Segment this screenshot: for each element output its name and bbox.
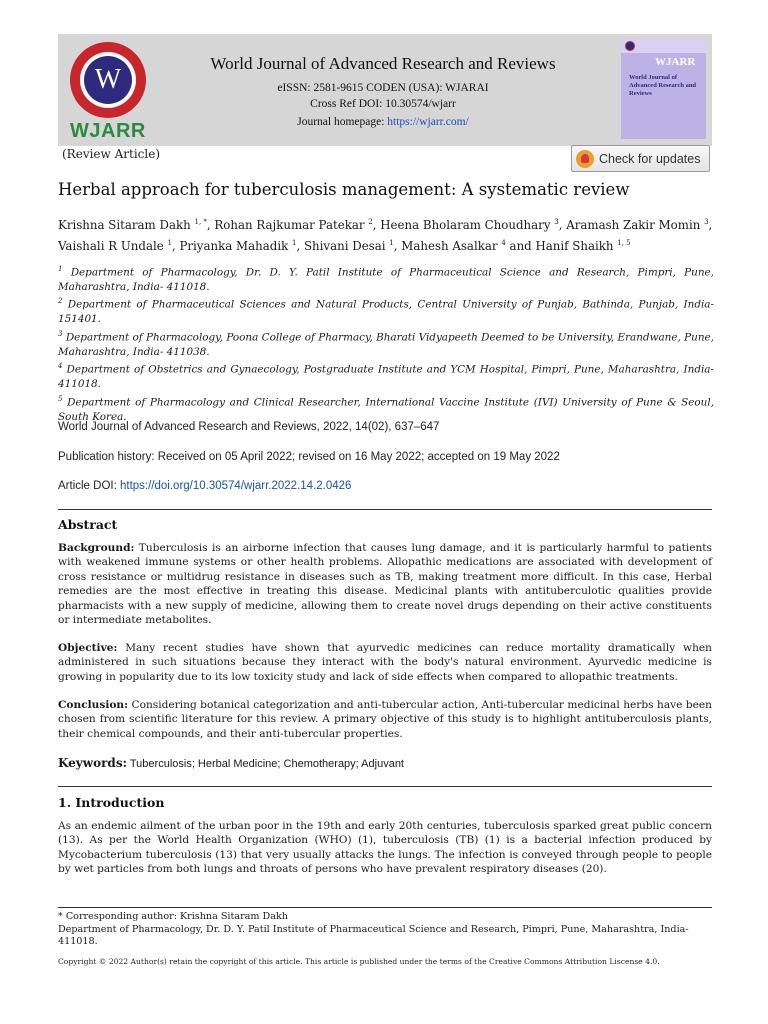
logo-text: WJARR	[70, 120, 146, 142]
divider	[58, 786, 712, 787]
logo-letter: W	[84, 56, 132, 104]
publication-history: Publication history: Received on 05 April 2022; revised on 16 May 2022; accepted on 19 May 2022	[58, 451, 560, 463]
keywords-text: Tuberculosis; Herbal Medicine; Chemotherapy; Adjuvant	[127, 758, 404, 770]
affiliation-list	[58, 262, 714, 424]
keywords-label: Keywords:	[58, 756, 128, 770]
crossmark-icon	[576, 150, 594, 168]
article-title: Herbal approach for tuberculosis management: A systematic review	[58, 180, 630, 199]
author-affiliation-marker: 1	[389, 238, 394, 247]
divider	[58, 509, 712, 510]
homepage-line	[243, 116, 523, 128]
background-label: Background:	[58, 542, 135, 554]
author-name: Rohan Rajkumar Patekar	[214, 217, 365, 232]
author-affiliation-marker: 1, 5	[617, 238, 631, 247]
objective-text: Many recent studies have shown that ayurvedic medicines can reduce mortality dramatically when administered in such situations because they interact with the body's natural environment. Ayurvedic medicine is growing in popularity due to its low toxicity study and lack of side effects when compared to allopathic treatments.	[58, 642, 712, 683]
introduction-heading: 1. Introduction	[58, 795, 165, 810]
doi-label: Article DOI:	[58, 480, 120, 492]
affiliation-item	[58, 327, 714, 359]
author-name: Priyanka Mahadik	[179, 238, 289, 253]
affiliation-number: 4	[58, 362, 63, 371]
author-affiliation-marker: 2	[368, 218, 373, 226]
abstract-background	[58, 541, 712, 627]
journal-header	[58, 34, 712, 146]
author-separator: ,	[206, 217, 215, 232]
affiliation-item	[58, 392, 714, 424]
author-separator: ,	[296, 238, 304, 253]
author-affiliation-marker: 3	[704, 218, 709, 226]
affiliation-text: Department of Pharmacology and Clinical Researcher, International Vaccine Institute (IVI) University of Pune & Seoul, South Korea.	[58, 396, 714, 423]
cover-badge-icon	[625, 41, 635, 51]
affiliation-item	[58, 262, 714, 294]
abstract-heading: Abstract	[58, 517, 118, 532]
author-separator: ,	[171, 238, 180, 253]
abstract-objective	[58, 641, 712, 684]
author-affiliation-marker: 1	[167, 238, 172, 247]
affiliation-item	[58, 294, 714, 326]
affiliation-number: 5	[58, 394, 63, 403]
footnote-divider	[58, 907, 712, 908]
cover-journal-name: World Journal of Advanced Research and Reviews	[629, 74, 697, 97]
homepage-link[interactable]: https://wjarr.com/	[387, 116, 469, 128]
author-separator: ,	[393, 238, 402, 253]
corresponding-author: * Corresponding author: Krishna Sitaram Dakh	[58, 911, 288, 922]
journal-logo	[66, 42, 150, 142]
affiliation-text: Department of Obstetrics and Gynaecology, Postgraduate Institute and YCM Hospital, Pimpri, Pune, Maharashtra, India- 411018.	[58, 363, 714, 391]
objective-label: Objective:	[58, 642, 118, 654]
author-name: Krishna Sitaram Dakh	[58, 217, 191, 232]
citation: World Journal of Advanced Research and Reviews, 2022, 14(02), 637–647	[58, 421, 440, 433]
author-name: Mahesh Asalkar	[401, 238, 498, 253]
article-doi	[58, 480, 351, 492]
introduction-text: As an endemic ailment of the urban poor in the 19th and early 20th centuries, tuberculosis sparked great public concern (13). As per the World Health Organization (WHO) (1), tuberculosis (TB) (1) is a bacterial infection produced by Mycobacterium tuberculosis (13) that very usually attacks the lungs. The infection is conveyed through people to people by wet particles from both lungs and throats of persons who have prevalent respiratory diseases (20).	[58, 820, 712, 876]
abstract-conclusion	[58, 698, 712, 741]
author-affiliation-marker: 3	[554, 218, 559, 226]
corresponding-address: Department of Pharmacology, Dr. D. Y. Patil Institute of Pharmaceutical Science and Research, Pimpri, Pune, Maharashtra, India- 411018.	[58, 923, 689, 948]
affiliation-text: Department of Pharmaceutical Sciences and Natural Products, Central University of Punjab, Bathinda, Punjab, India- 151401.	[58, 298, 714, 326]
author-name: Hanif Shaikh	[535, 238, 614, 253]
affiliation-number: 1	[58, 265, 63, 273]
author-separator: ,	[558, 217, 567, 232]
affiliation-item	[58, 359, 714, 391]
cover-brand: WJARR	[655, 56, 696, 68]
affiliation-number: 3	[58, 329, 63, 338]
conclusion-text: Considering botanical categorization and anti-tubercular action, Anti-tubercular medicinal herbs have been chosen from scientific literature for this review. A primary objective of this study is to highlight antituberculosis plants, their chemical compounds, and their anti-tubercular properties.	[58, 699, 712, 740]
check-for-updates-button[interactable]	[571, 145, 710, 172]
article-type: (Review Article)	[62, 147, 161, 161]
doi-link[interactable]: https://doi.org/10.30574/wjarr.2022.14.2.0426	[119, 480, 352, 492]
author-separator: and	[505, 238, 536, 253]
background-text: Tuberculosis is an airborne infection that causes lung damage, and it is particularly harmful to patients with weakened immune systems or other health problems. Allopathic medications are associated with development of cross resistance or multidrug resistance in diseases such as TB, making treatment more difficult. In this case, Herbal remedies are the most effective in treating this disease. Medicinal plants with antituberculotic qualities provide pharmacists with a new supply of medicine, allowing them to create novel drugs depending on their active constituents or intermediate metabolites.	[58, 542, 712, 627]
author-list	[58, 213, 714, 255]
journal-cover-thumbnail	[621, 39, 706, 139]
author-affiliation-marker: 4	[501, 238, 506, 247]
author-separator: ,	[708, 217, 713, 232]
author-affiliation-marker: 1, *	[194, 218, 207, 226]
journal-title: World Journal of Advanced Research and Reviews	[210, 54, 556, 73]
author-name: Aramash Zakir Momin	[566, 217, 701, 232]
issn-line: eISSN: 2581-9615 CODEN (USA): WJARAI	[277, 82, 489, 94]
footnote	[58, 911, 712, 949]
author-name: Shivani Desai	[303, 238, 386, 253]
affiliation-number: 2	[58, 297, 63, 306]
author-name: Vaishali R Undale	[58, 238, 164, 253]
check-for-updates-label: Check for updates	[599, 152, 701, 166]
author-separator: ,	[372, 217, 381, 232]
crossref-line: Cross Ref DOI: 10.30574/wjarr	[310, 98, 456, 110]
author-affiliation-marker: 1	[292, 238, 297, 247]
homepage-label: Journal homepage:	[297, 116, 388, 128]
keywords	[58, 756, 404, 770]
copyright: Copyright © 2022 Author(s) retain the copyright of this article. This article is published under the terms of the Creative Commons Attribution Liscense 4.0.	[58, 957, 660, 966]
author-name: Heena Bholaram Choudhary	[380, 217, 551, 232]
affiliation-text: Department of Pharmacology, Poona College of Pharmacy, Bharati Vidyapeeth Deemed to be University, Erandwane, Pune, Maharashtra, India- 411038.	[58, 331, 714, 358]
affiliation-text: Department of Pharmacology, Dr. D. Y. Patil Institute of Pharmaceutical Science and Research, Pimpri, Pune, Maharashtra, India- 411018.	[58, 266, 714, 293]
conclusion-label: Conclusion:	[58, 699, 129, 711]
